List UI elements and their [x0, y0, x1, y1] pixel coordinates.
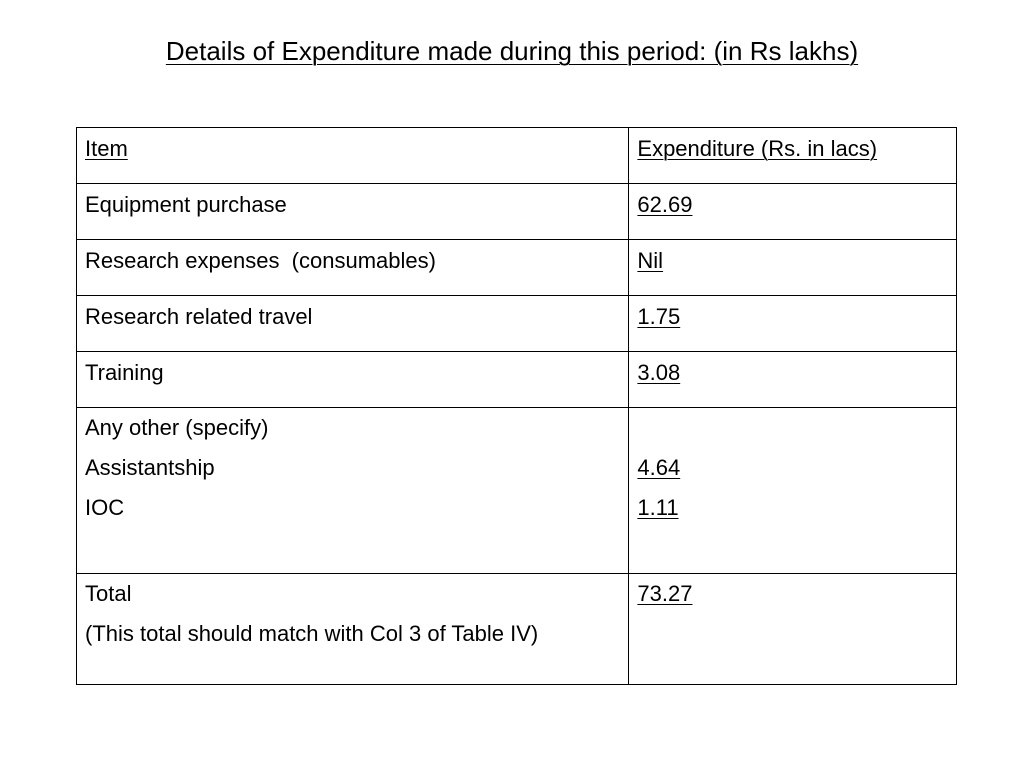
- item-label: Equipment purchase: [85, 192, 287, 217]
- item-cell: [77, 352, 629, 408]
- item-value: 62.69: [637, 192, 693, 217]
- total-item-cell: [77, 574, 629, 685]
- value-cell: [629, 352, 957, 408]
- page-title: Details of Expenditure made during this period: (in Rs lakhs): [165, 36, 859, 66]
- table-row: [77, 296, 957, 352]
- item-label: Research related travel: [85, 304, 313, 329]
- table-row: [77, 184, 957, 240]
- total-value-cell: [629, 574, 957, 685]
- value-cell: [629, 240, 957, 296]
- item-value: Nil: [637, 248, 664, 273]
- header-expenditure-cell: [629, 128, 957, 184]
- item-label: Training: [85, 360, 164, 385]
- table-row: [77, 240, 957, 296]
- value-cell: [629, 184, 957, 240]
- other-value-cell: [629, 408, 957, 574]
- item-value: 1.75: [637, 304, 681, 329]
- item-label: Research expenses (consumables): [85, 248, 436, 273]
- table-row-other: [77, 408, 957, 574]
- item-value: 3.08: [637, 360, 681, 385]
- header-item-cell: [77, 128, 629, 184]
- expenditure-table-container: [76, 127, 957, 685]
- item-cell: [77, 240, 629, 296]
- value-cell: [629, 296, 957, 352]
- item-cell: [77, 296, 629, 352]
- expenditure-table: [76, 127, 957, 685]
- table-row: [77, 352, 957, 408]
- other-item-label: IOC: [85, 495, 125, 520]
- other-item-cell: [77, 408, 629, 574]
- spacer: [637, 408, 948, 448]
- other-item-value: 1.11: [637, 495, 679, 520]
- other-item-label: Assistantship: [85, 455, 215, 480]
- table-header-row: [77, 128, 957, 184]
- header-expenditure: Expenditure (Rs. in lacs): [637, 136, 878, 161]
- item-cell: [77, 184, 629, 240]
- total-value: 73.27: [637, 581, 693, 606]
- other-label: Any other (specify): [85, 415, 269, 440]
- other-item-value: 4.64: [637, 455, 681, 480]
- header-item: Item: [85, 136, 128, 161]
- table-row-total: [77, 574, 957, 685]
- total-label: Total: [85, 581, 132, 606]
- total-note: (This total should match with Col 3 of Table IV): [85, 621, 539, 646]
